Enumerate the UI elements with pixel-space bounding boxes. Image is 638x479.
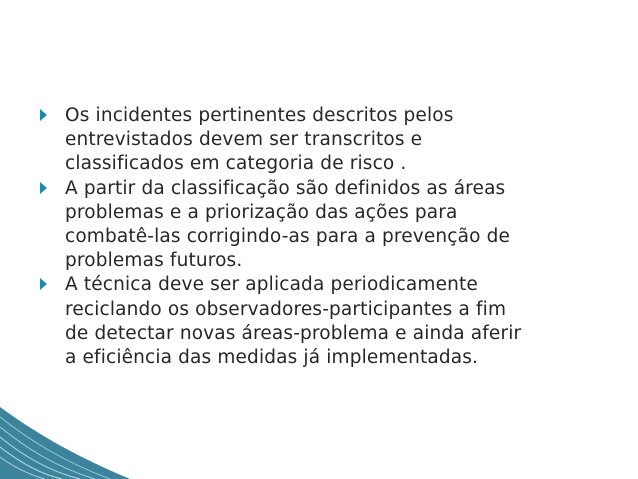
bullet-item — [40, 177, 600, 274]
triangle-bullet-icon — [40, 182, 47, 194]
corner-wave-decoration — [0, 399, 130, 479]
bullet-text: A partir da classificação são definidos as áreas problemas e a priorização das ações para combatê-las corrigindo-as para a prevenção de problemas futuros. — [65, 177, 511, 272]
triangle-bullet-icon — [40, 109, 47, 121]
bullet-text: A técnica deve ser aplicada periodicamente reciclando os observadores-participantes a fim de detectar novas áreas-problema e ainda aferir a eficiência das medidas já implementadas. — [65, 274, 522, 369]
bullet-item — [40, 273, 600, 370]
bullet-item — [40, 104, 600, 177]
bullet-text: Os incidentes pertinentes descritos pelos entrevistados devem ser transcritos e classificados em categoria de risco . — [65, 105, 454, 175]
triangle-bullet-icon — [40, 278, 47, 290]
bullet-list — [40, 104, 600, 370]
